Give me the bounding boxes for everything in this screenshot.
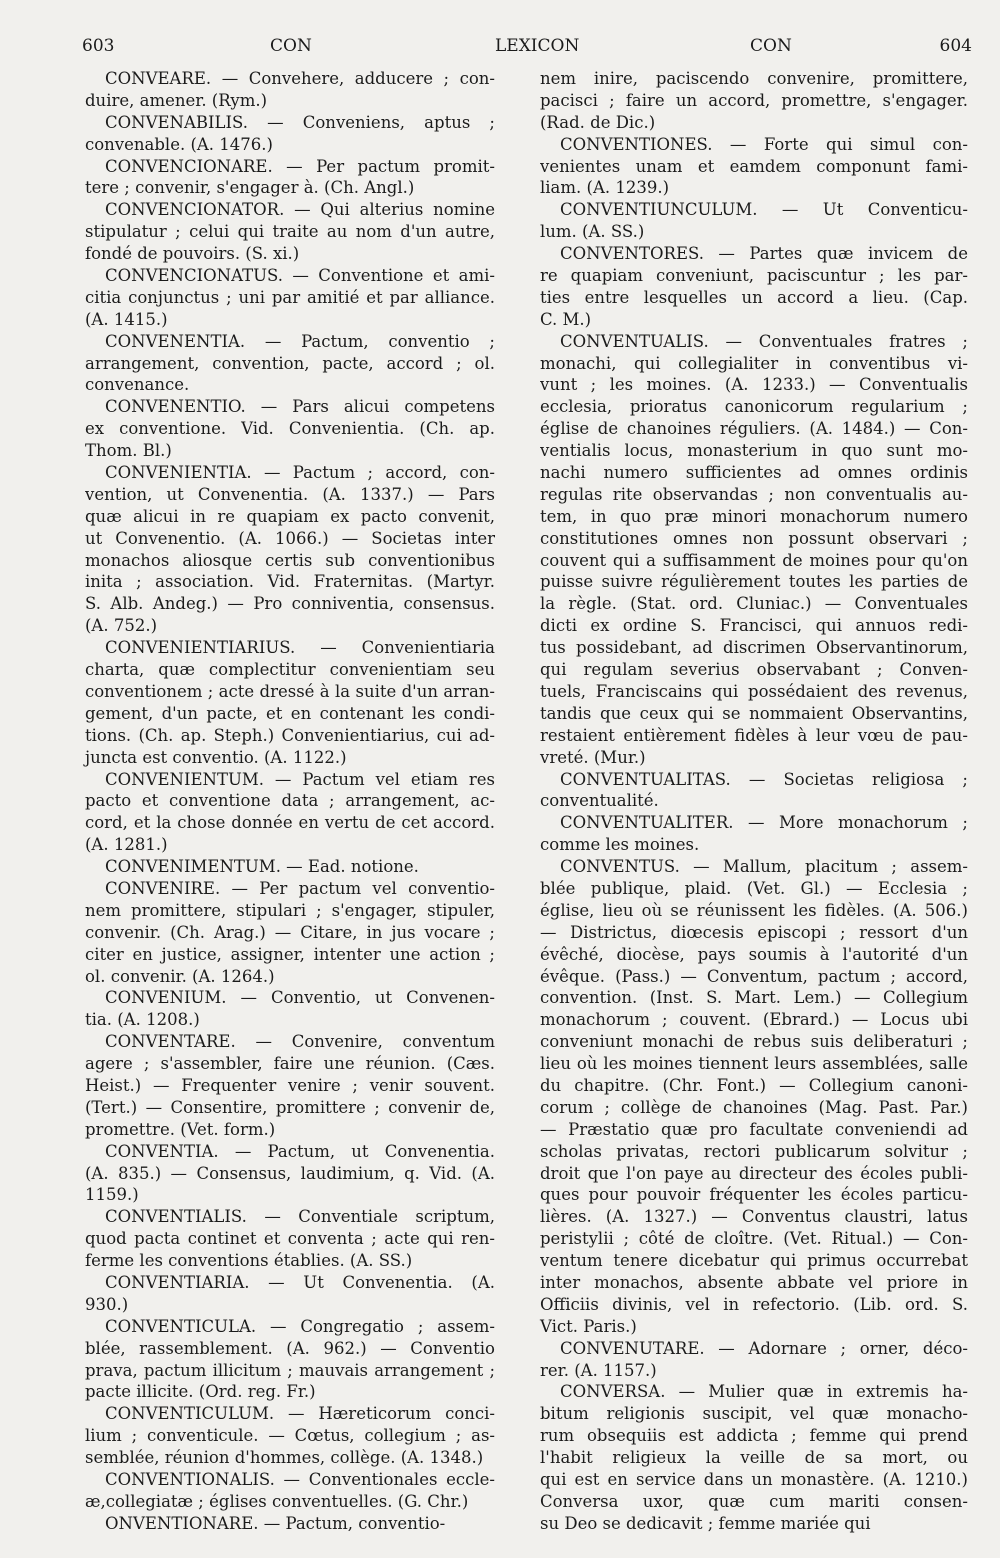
text-line: arrangement, convention, pacte, accord ; ol.: [85, 353, 495, 373]
text-line: regulas rite observandas ; non conventualis au-: [540, 484, 968, 504]
text-line: CONVENTUALITER. — More monachorum ;: [560, 813, 968, 833]
page-number-left: 603: [82, 36, 115, 56]
text-line: vunt ; les moines. (A. 1233.) — Conventualis: [540, 375, 968, 395]
text-line: rum obsequiis est addicta ; femme qui prend: [540, 1426, 968, 1446]
text-line: cord, et la chose donnée en vertu de cet accord.: [85, 813, 495, 833]
text-line: droit que l'on paye au directeur des écoles publi-: [540, 1163, 968, 1183]
text-line: tus possidebant, ad discrimen Observantinorum,: [540, 638, 968, 658]
text-line: couvent qui a suffisamment de moines pour qu'on: [540, 550, 968, 570]
text-line: CONVENCIONATUS. — Conventione et ami-: [105, 266, 495, 286]
text-line: lum. (A. SS.): [540, 222, 645, 242]
text-line: évêché, diocèse, pays soumis à l'autorité d'un: [540, 944, 968, 964]
text-line: Conversa uxor, quæ cum mariti consen-: [540, 1491, 968, 1511]
text-line: monachi, qui collegialiter in conventibus vi-: [540, 353, 968, 373]
text-line: (A. 835.) — Consensus, laudimium, q. Vid. (A.: [85, 1163, 495, 1183]
text-line: CONVENCIONATOR. — Qui alterius nomine: [105, 200, 495, 220]
text-line: tuels, Franciscains qui possédaient des revenus,: [540, 681, 968, 701]
text-line: CONVENTARE. — Convenire, conventum: [105, 1032, 495, 1052]
text-line: quod pacta continet et conventa ; acte qui ren-: [85, 1229, 495, 1249]
text-line: évêque. (Pass.) — Conventum, pactum ; accord,: [540, 966, 968, 986]
text-line: 1159.): [85, 1185, 139, 1205]
text-line: CONVENTUALITAS. — Societas religiosa ;: [560, 769, 968, 789]
text-line: convention. (Inst. S. Mart. Lem.) — Collegium: [540, 988, 968, 1008]
text-line: qui regulam severius observabant ; Conven-: [540, 660, 968, 680]
text-line: (A. 1415.): [85, 309, 168, 329]
text-line: du chapitre. (Chr. Font.) — Collegium canoni-: [540, 1075, 968, 1095]
text-line: (A. 1281.): [85, 835, 168, 855]
text-line: pacto et conventione data ; arrangement, ac-: [85, 791, 495, 811]
text-line: blée, rassemblement. (A. 962.) — Conventio: [85, 1338, 495, 1358]
right-column: [540, 68, 968, 1535]
text-line: duire, amener. (Rym.): [85, 90, 268, 110]
text-line: conventionem ; acte dressé à la suite d'un arran-: [85, 681, 495, 701]
text-line: CONVENTIA. — Pactum, ut Convenentia.: [105, 1141, 495, 1161]
text-line: église de chanoines réguliers. (A. 1484.) — Con-: [540, 419, 968, 439]
text-line: S. Alb. Andeg.) — Pro conniventia, consensus.: [85, 594, 495, 614]
text-line: ex conventione. Vid. Convenientia. (Ch. ap.: [85, 419, 495, 439]
text-line: — Præstatio quæ pro facultate conveniendi ad: [540, 1119, 968, 1139]
text-line: tem, in quo præ minori monachorum numero: [540, 506, 968, 526]
text-line: puisse suivre régulièrement toutes les parties de: [540, 572, 968, 592]
text-line: CONVENTIARIA. — Ut Convenentia. (A.: [105, 1272, 495, 1292]
text-line: CONVENIENTIARIUS. — Convenientiaria: [105, 638, 495, 658]
text-line: nem inire, paciscendo convenire, promittere,: [540, 69, 968, 88]
text-line: charta, quæ complectitur convenientiam seu: [85, 660, 495, 680]
text-line: convenir. (Ch. Arag.) — Citare, in jus vocare ;: [85, 922, 495, 942]
text-line: dicti ex ordine S. Francisci, qui annuos redi-: [540, 616, 968, 636]
text-line: CONVENENTIA. — Pactum, conventio ;: [105, 331, 495, 351]
text-line: quæ alicui in re quapiam ex pacto convenit,: [85, 506, 495, 526]
text-line: CONVENIENTUM. — Pactum vel etiam res: [105, 769, 495, 789]
page-header: [82, 36, 972, 66]
text-line: ques pour pouvoir fréquenter les écoles particu-: [540, 1185, 968, 1205]
text-line: nachi numero sufficientes ad omnes ordinis: [540, 463, 968, 483]
text-line: bitum religionis suscipit, vel quæ monacho-: [540, 1404, 968, 1424]
text-line: CONVENTORES. — Partes quæ invicem de: [560, 244, 968, 264]
running-head-right: CON: [750, 36, 792, 56]
text-line: prava, pactum illicitum ; mauvais arrangement ;: [85, 1360, 495, 1380]
text-line: tere ; convenir, s'engager à. (Ch. Angl.): [85, 178, 415, 198]
text-line: CONVENTIALIS. — Conventiale scriptum,: [105, 1207, 495, 1227]
text-line: CONVENTICULA. — Congregatio ; assem-: [105, 1316, 495, 1336]
text-line: semblée, réunion d'hommes, collège. (A. 1348.): [85, 1448, 484, 1468]
text-line: CONVEARE. — Convehere, adducere ; con-: [105, 69, 495, 88]
text-line: agere ; s'assembler, faire une réunion. (Cæs.: [85, 1054, 495, 1074]
text-line: inter monachos, absente abbate vel priore in: [540, 1272, 968, 1292]
text-line: CONVENABILIS. — Conveniens, aptus ;: [105, 112, 495, 132]
text-line: (Tert.) — Consentire, promittere ; convenir de,: [85, 1097, 495, 1117]
text-line: monachorum ; couvent. (Ebrard.) — Locus ubi: [540, 1010, 968, 1030]
text-line: C. M.): [540, 309, 592, 329]
text-line: ONVENTIONARE. — Pactum, conventio-: [105, 1513, 446, 1533]
text-line: conveniunt monachi de rebus suis deliberaturi ;: [540, 1032, 968, 1052]
text-line: comme les moines.: [540, 835, 700, 855]
text-line: CONVENIRE. — Per pactum vel conventio-: [105, 878, 495, 898]
text-line: CONVENIUM. — Conventio, ut Convenen-: [105, 988, 495, 1008]
text-line: liam. (A. 1239.): [540, 178, 670, 198]
text-line: Officiis divinis, vel in refectorio. (Lib. ord. S.: [540, 1294, 968, 1314]
text-line: nem promittere, stipulari ; s'engager, stipuler,: [85, 900, 495, 920]
text-line: inita ; association. Vid. Fraternitas. (Martyr.: [85, 572, 495, 592]
text-line: ties entre lesquelles un accord a lieu. (Cap.: [540, 287, 968, 307]
text-line: Thom. Bl.): [85, 441, 172, 461]
text-line: gement, d'un pacte, et en contenant les condi-: [85, 703, 495, 723]
text-line: vreté. (Mur.): [540, 747, 646, 767]
text-line: lieu où les moines tiennent leurs assemblées, salle: [540, 1054, 968, 1074]
page-number-right: 604: [939, 36, 972, 56]
text-line: monachos aliosque certis sub conventionibus: [85, 550, 495, 570]
text-line: convenable. (A. 1476.): [85, 134, 273, 154]
text-line: (A. 752.): [85, 616, 158, 636]
text-line: constitutiones omnes non possunt observari ;: [540, 528, 968, 548]
text-line: citia conjunctus ; uni par amitié et par alliance.: [85, 287, 495, 307]
text-line: stipulatur ; celui qui traite au nom d'un autre,: [85, 222, 495, 242]
text-line: corum ; collège de chanoines (Mag. Past. Par.): [540, 1097, 968, 1117]
text-line: pacisci ; faire un accord, promettre, s'engager.: [540, 90, 968, 110]
text-line: rer. (A. 1157.): [540, 1360, 657, 1380]
text-line: Vict. Paris.): [540, 1316, 637, 1336]
text-line: la règle. (Stat. ord. Cluniac.) — Conventuales: [540, 594, 968, 614]
text-line: ecclesia, prioratus canonicorum regularium ;: [540, 397, 968, 417]
text-line: fondé de pouvoirs. (S. xi.): [85, 244, 300, 264]
text-line: venientes unam et eamdem componunt fami-: [540, 156, 968, 176]
text-line: juncta est conventio. (A. 1122.): [85, 747, 347, 767]
text-line: Heist.) — Frequenter venire ; venir souvent.: [85, 1075, 495, 1095]
text-line: su Deo se dedicavit ; femme mariée qui: [540, 1513, 871, 1533]
text-line: peristylii ; côté de cloître. (Vet. Ritual.) — Con-: [540, 1229, 968, 1249]
text-line: ut Convenentio. (A. 1066.) — Societas inter: [85, 528, 495, 548]
text-line: re quapiam conveniunt, paciscuntur ; les par-: [540, 266, 968, 286]
text-line: CONVENTIONALIS. — Conventionales eccle-: [105, 1470, 495, 1489]
text-line: CONVENIMENTUM. — Ead. notione.: [105, 857, 419, 877]
running-head-title: LEXICON: [495, 36, 580, 56]
text-line: ol. convenir. (A. 1264.): [85, 966, 275, 986]
text-line: tions. (Ch. ap. Steph.) Convenientiarius, cui ad-: [85, 725, 495, 745]
text-line: CONVENENTIO. — Pars alicui competens: [105, 397, 495, 417]
text-line: CONVENTUALIS. — Conventuales fratres ;: [560, 331, 968, 351]
text-line: CONVENIENTIA. — Pactum ; accord, con-: [105, 463, 495, 483]
left-column: [85, 68, 495, 1535]
text-line: lières. (A. 1327.) — Conventus claustri, latus: [540, 1207, 968, 1227]
text-line: CONVENTICULUM. — Hæreticorum conci-: [105, 1404, 495, 1424]
text-line: tia. (A. 1208.): [85, 1010, 200, 1030]
text-line: convenance.: [85, 375, 190, 395]
text-line: CONVENCIONARE. — Per pactum promit-: [105, 156, 495, 176]
text-line: promettre. (Vet. form.): [85, 1119, 276, 1139]
text-line: ferme les conventions établies. (A. SS.): [85, 1251, 413, 1271]
text-line: l'habit religieux la veille de sa mort, ou: [540, 1448, 968, 1468]
text-line: ventialis locus, monasterium in quo sunt mo-: [540, 441, 968, 461]
text-line: scholas privatas, rectori publicarum solvitur ;: [540, 1141, 968, 1161]
text-line: 930.): [85, 1294, 129, 1314]
text-line: CONVENUTARE. — Adornare ; orner, déco-: [560, 1338, 968, 1358]
text-line: tandis que ceux qui se nommaient Observantins,: [540, 703, 968, 723]
text-line: blée publique, plaid. (Vet. Gl.) — Ecclesia ;: [540, 878, 968, 898]
text-line: æ,collegiatæ ; églises conventuelles. (G. Chr.): [85, 1491, 469, 1511]
text-line: — Districtus, diœcesis episcopi ; ressort d'un: [540, 922, 968, 942]
text-line: église, lieu où se réunissent les fidèles. (A. 506.): [540, 900, 968, 920]
text-line: CONVERSA. — Mulier quæ in extremis ha-: [560, 1382, 968, 1402]
text-line: ventum tenere dicebatur qui primus occurrebat: [540, 1251, 968, 1271]
text-line: CONVENTIUNCULUM. — Ut Conventicu-: [560, 200, 968, 220]
text-line: vention, ut Convenentia. (A. 1337.) — Pars: [85, 484, 495, 504]
running-head-left: CON: [270, 36, 312, 56]
text-line: CONVENTIONES. — Forte qui simul con-: [560, 134, 968, 154]
text-line: qui est en service dans un monastère. (A. 1210.): [540, 1470, 968, 1489]
text-line: (Rad. de Dic.): [540, 112, 656, 132]
text-line: pacte illicite. (Ord. reg. Fr.): [85, 1382, 316, 1402]
text-line: restaient entièrement fidèles à leur vœu de pau-: [540, 725, 968, 745]
text-line: CONVENTUS. — Mallum, placitum ; assem-: [560, 857, 968, 877]
text-line: conventualité.: [540, 791, 659, 811]
text-line: lium ; conventicule. — Cœtus, collegium ; as-: [85, 1426, 495, 1446]
text-line: citer en justice, assigner, intenter une action ;: [85, 944, 495, 964]
